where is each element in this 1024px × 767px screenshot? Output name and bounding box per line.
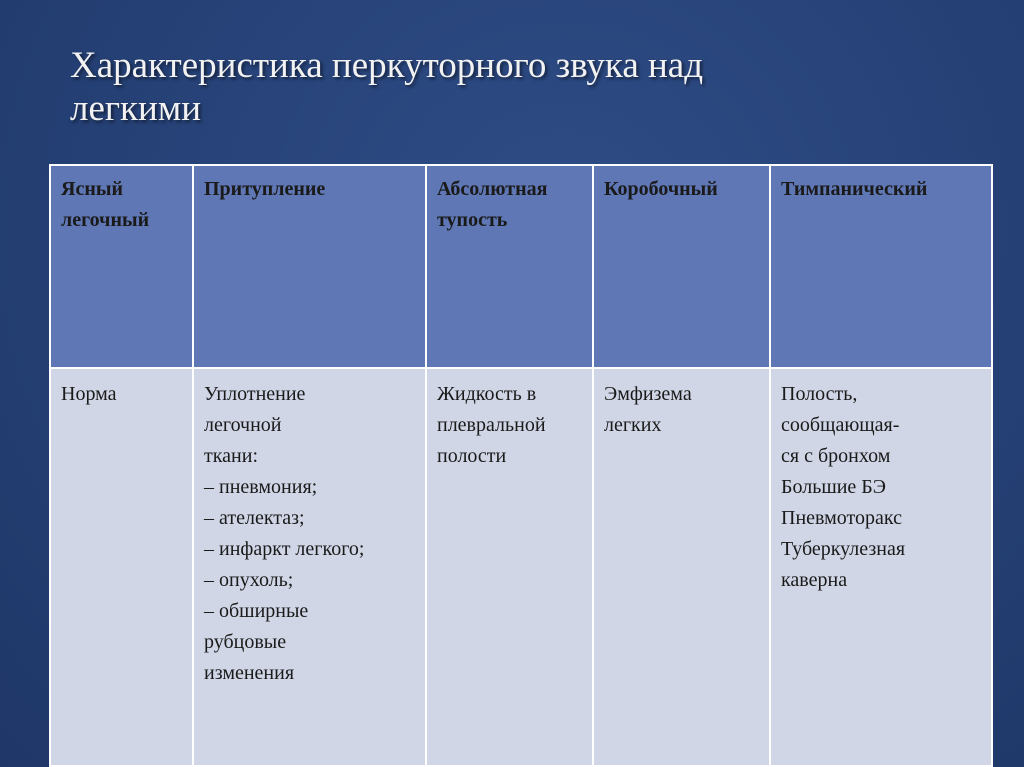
slide-title (70, 44, 950, 130)
cell-text: Пневмоторакс (781, 507, 902, 529)
header-text: Ясный (61, 178, 123, 200)
header-cell-absolute-dullness (426, 165, 593, 368)
cell-pleural-fluid (426, 368, 593, 766)
cell-text: ся с бронхом (781, 445, 891, 467)
table (49, 164, 993, 767)
cell-consolidation (193, 368, 426, 766)
cell-norm (50, 368, 193, 766)
cell-text: легочной (204, 414, 282, 436)
header-text: Притупление (204, 178, 326, 200)
header-text: Абсолютная (437, 178, 548, 200)
header-cell-tympanic (770, 165, 992, 368)
header-text: легочный (61, 209, 150, 231)
table-header-row (50, 165, 992, 368)
header-text: Тимпанический (781, 178, 928, 200)
table-row (50, 368, 992, 766)
cell-text: Уплотнение (204, 383, 306, 405)
cell-text: Жидкость в (437, 383, 537, 405)
header-cell-clear-pulmonary (50, 165, 193, 368)
slide-title-line-2: легкими (70, 88, 202, 129)
header-text: тупость (437, 209, 508, 231)
header-cell-box-sound (593, 165, 770, 368)
cell-text: сообщающая- (781, 414, 900, 436)
cell-text: каверна (781, 569, 848, 591)
cell-text: плевральной (437, 414, 546, 436)
cell-emphysema (593, 368, 770, 766)
cell-text: полости (437, 445, 507, 467)
cell-text: рубцовые (204, 631, 287, 653)
cell-text: Туберкулезная (781, 538, 906, 560)
cell-text: – инфаркт легкого; (204, 538, 365, 560)
cell-text: – опухоль; (204, 569, 294, 591)
header-cell-dullness (193, 165, 426, 368)
cell-text: – обширные (204, 600, 309, 622)
header-text: Коробочный (604, 178, 718, 200)
slide-title-line-1: Характеристика перкуторного звука над (70, 45, 704, 86)
percussion-sound-table (49, 164, 991, 767)
cell-text: Эмфизема (604, 383, 692, 405)
cell-text: ткани: (204, 445, 258, 467)
cell-text: – ателектаз; (204, 507, 305, 529)
cell-text: Полость, (781, 383, 858, 405)
cell-text: изменения (204, 662, 295, 684)
cell-text: – пневмония; (204, 476, 318, 498)
cell-text: Большие БЭ (781, 476, 886, 498)
cell-text: легких (604, 414, 662, 436)
cell-cavity (770, 368, 992, 766)
cell-text: Норма (61, 383, 117, 405)
